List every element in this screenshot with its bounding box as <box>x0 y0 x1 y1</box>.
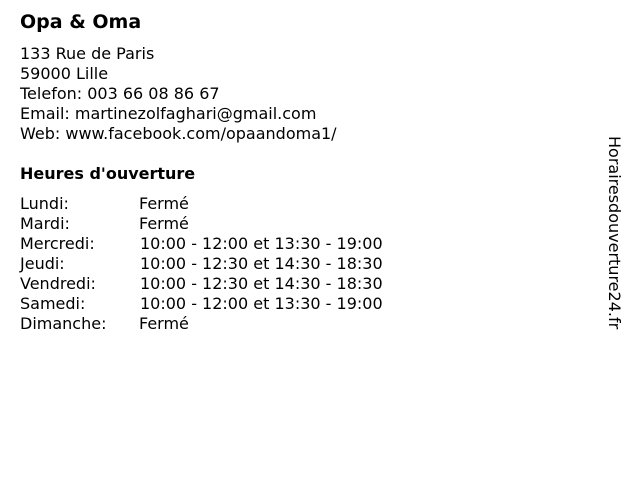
day-hours: Fermé <box>139 314 189 333</box>
day-hours: 10:00 - 12:00 et 13:30 - 19:00 <box>140 294 383 313</box>
contact-block <box>20 44 337 144</box>
business-name: Opa & Oma <box>20 11 142 33</box>
hours-heading: Heures d'ouverture <box>20 164 196 183</box>
phone-line: Telefon: 003 66 08 86 67 <box>20 84 220 103</box>
day-hours: Fermé <box>139 214 189 233</box>
day-label: Samedi: <box>20 294 86 313</box>
day-label: Mardi: <box>20 214 70 233</box>
day-label: Mercredi: <box>20 234 95 253</box>
day-label: Lundi: <box>20 194 69 213</box>
day-label: Vendredi: <box>20 274 96 293</box>
day-label: Jeudi: <box>20 254 65 273</box>
day-label: Dimanche: <box>20 314 107 333</box>
email-line: Email: martinezolfaghari@gmail.com <box>20 104 317 123</box>
address-line-city: 59000 Lille <box>20 64 109 83</box>
day-hours: Fermé <box>139 194 189 213</box>
web-line: Web: www.facebook.com/opaandoma1/ <box>20 124 337 143</box>
day-hours: 10:00 - 12:00 et 13:30 - 19:00 <box>140 234 383 253</box>
site-watermark: Horairesdouverture24.fr <box>605 136 624 330</box>
address-line-street: 133 Rue de Paris <box>20 44 155 63</box>
day-hours: 10:00 - 12:30 et 14:30 - 18:30 <box>140 274 383 293</box>
day-hours: 10:00 - 12:30 et 14:30 - 18:30 <box>140 254 383 273</box>
